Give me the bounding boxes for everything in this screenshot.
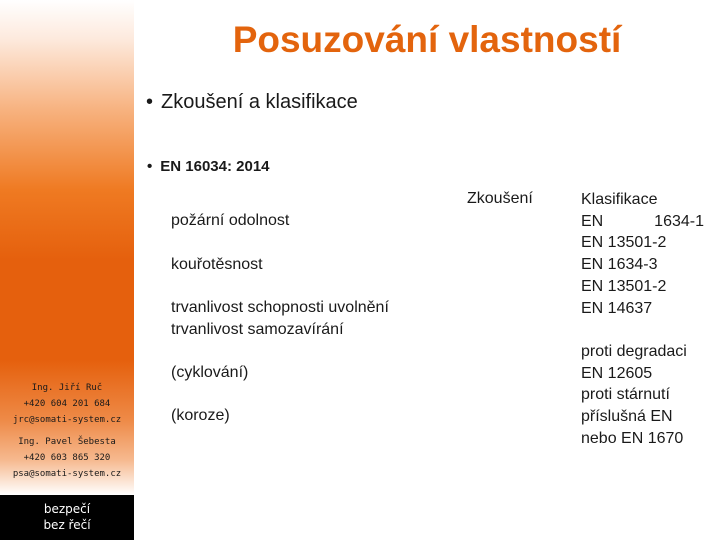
bullet-text: EN 16034: 2014 (160, 158, 270, 175)
classification-line: EN 13501-2 (581, 234, 667, 252)
property-smoke-tightness: kouřotěsnost (171, 256, 263, 273)
slide-title: Posuzování vlastností (232, 19, 622, 60)
contact-name: Ing. Jiří Ruč (31, 383, 103, 393)
contact-name: Ing. Pavel Šebesta (18, 437, 116, 447)
contact-block-2 (0, 434, 134, 482)
motto-line: bez řečí (43, 518, 91, 532)
classification-line: EN 14637 (581, 299, 653, 317)
motto-box (0, 495, 134, 540)
degradation-block (581, 341, 704, 450)
classification-line: EN 1634-1 (581, 212, 704, 230)
classification-block (581, 189, 704, 319)
property-cycling: (cyklování) (171, 364, 249, 381)
contact-email: jrc@somati-system.cz (12, 415, 122, 425)
column-header-testing: Zkoušení (467, 190, 533, 207)
contact-block-1 (0, 380, 134, 428)
bullet-marker: • (147, 158, 153, 175)
contact-email: psa@somati-system.cz (12, 469, 122, 479)
classification-line: EN 13501-2 (581, 277, 667, 295)
degradation-line: EN 12605 (581, 364, 653, 382)
property-fire-resistance: požární odolnost (171, 212, 290, 229)
degradation-line: příslušná EN (581, 408, 673, 426)
classification-header: Klasifikace (581, 191, 658, 208)
contact-phone: +420 603 865 320 (23, 453, 111, 463)
degradation-line: nebo EN 1670 (581, 429, 684, 447)
degradation-line: proti stárnutí (581, 386, 670, 404)
classification-line: EN 1634-3 (581, 256, 658, 274)
bullet-text: Zkoušení a klasifikace (161, 91, 358, 113)
bullet-level-1 (146, 88, 358, 116)
bullet-marker: • (146, 91, 154, 113)
contact-phone: +420 604 201 684 (23, 399, 111, 409)
property-release-durability: trvanlivost schopnosti uvolnění (171, 299, 389, 316)
bullet-level-2 (147, 157, 270, 177)
motto-line: bezpečí (43, 502, 91, 516)
property-corrosion: (koroze) (171, 407, 230, 424)
degradation-line: proti degradaci (581, 343, 687, 360)
property-self-closing-durability: trvanlivost samozavírání (171, 321, 344, 338)
